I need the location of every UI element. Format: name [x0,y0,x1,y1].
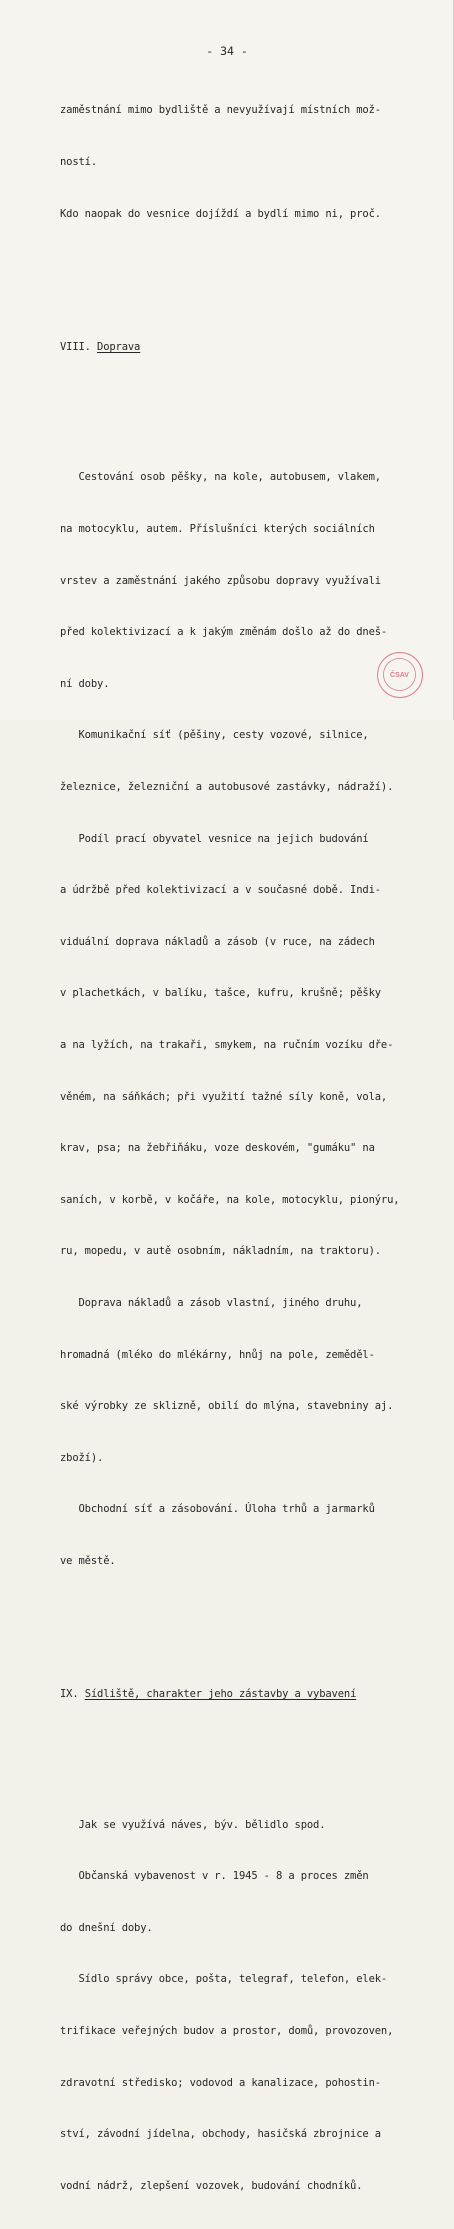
text-line: krav, psa; na žebřiňáku, voze deskovém, "gumáku" na [60,1142,375,1155]
text-line: trifikace veřejných budov a prostor, domů, provozoven, [60,2025,394,2038]
text-line: Komunikační síť (pěšiny, cesty vozové, silnice, [60,729,369,742]
text-line: ve městě. [60,1554,116,1567]
section-number-9: IX. [60,1688,79,1701]
text-line: zdravotní středisko; vodovod a kanalizace, pohostin- [60,2076,381,2089]
text-line: před kolektivizací a k jakým změnám došlo až do dneš- [60,626,388,639]
section-title-9: Sídliště, charakter jeho zástavby a vybavení [84,1688,357,1701]
text-line: vrstev a zaměstnání jakého způsobu dopravy využívali [60,574,381,587]
text-line: Občanská vybavenost v r. 1945 - 8 a proces změn [60,1870,369,1883]
text-line: na motocyklu, autem. Příslušníci kterých sociálních [60,523,375,535]
text-line: ské výrobky ze sklizně, obilí do mlýna, stavebniny aj. [60,1400,394,1413]
text-line: Jak se využívá náves, býv. bělidlo spod. [60,1818,326,1831]
page-number: - 34 - [206,44,248,58]
text-line: železnice, železniční a autobusové zastávky, nádraží). [60,780,394,793]
text-line: Doprava nákladů a zásob vlastní, jiného druhu, [60,1296,363,1309]
text-line: zaměstnání mimo bydliště a nevyužívají místních mož- [60,104,381,117]
text-line: viduální doprava nákladů a zásob (v ruce, na zádech [60,935,375,948]
section-number-8: VIII. [60,341,91,353]
text-line: a na lyžích, na trakaři, smykem, na ručním vozíku dře- [60,1038,394,1051]
text-line: a údržbě před kolektivizací a v současné době. Indi- [60,884,381,897]
text-line: saních, v korbě, v kočáře, na kole, motocyklu, pionýru, [60,1193,400,1206]
text-line: Obchodní síť a zásobování. Úloha trhů a jarmarků [60,1503,375,1516]
library-stamp-icon [377,652,423,698]
text-line: v plachetkách, v balíku, tašce, kufru, krušně; pěšky [60,987,381,1000]
section-heading-8 [60,339,440,356]
text-line: hromadná (mléko do mlékárny, hnůj na pole, zeměděl- [60,1348,375,1361]
text-line: vodní nádrž, zlepšení vozovek, budování chodníků. [60,2179,363,2192]
text-line: Podíl prací obyvatel vesnice na jejich budování [60,832,369,845]
text-line: zboží). [60,1451,104,1464]
text-line: Sídlo správy obce, pošta, telegraf, telefon, elek- [60,1973,388,1986]
text-line: ní doby. [60,677,110,690]
stamp-text: ČSAV [390,672,409,679]
body-text [60,68,440,2229]
text-line: Kdo naopak do vesnice dojíždí a bydlí mimo ni, proč. [60,207,381,220]
text-line: do dnešní doby. [60,1921,153,1934]
section-heading-9 [60,1686,440,1703]
section-title-8: Doprava [97,341,141,353]
text-line: ství, závodní jídelna, obchody, hasičská zbrojnice a [60,2128,381,2141]
text-line: ru, mopedu, v autě osobním, nákladním, na traktoru). [60,1245,381,1258]
text-line: ností. [60,156,98,168]
text-line: věném, na sáňkách; při využití tažné síly koně, vola, [60,1090,388,1103]
text-line: Cestování osob pěšky, na kole, autobusem, vlakem, [60,471,381,484]
